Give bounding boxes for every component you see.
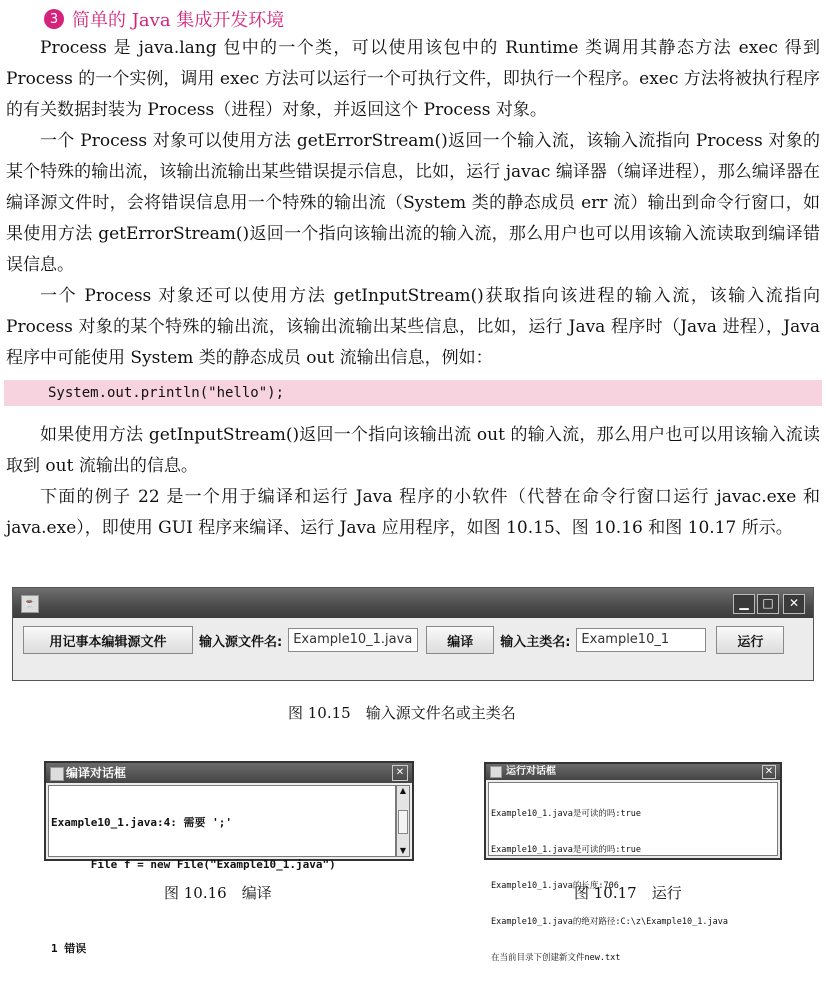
dialog-titlebar bbox=[46, 763, 412, 783]
output-line: File f = new File("Example10_1.java") bbox=[51, 858, 336, 871]
minimize-button[interactable]: ▁ bbox=[733, 594, 755, 614]
output-line: 1 错误 bbox=[51, 942, 87, 955]
window-toolbar bbox=[23, 624, 803, 656]
figure-caption: 图 10.15 输入源文件名或主类名 bbox=[288, 704, 516, 722]
source-file-input[interactable]: Example10_1.java bbox=[288, 628, 418, 652]
paragraph: 一个 Process 对象可以使用方法 getErrorStream()返回一个输入流，该输入流指向 Process 对象的某个特殊的输出流，该输出流输出某些错误提示信息，比如，运行 javac 编译器（编译进程），那么编译器在编译源文件时，会将错误信息用一个特殊的输出流（System 类的静态成员 err 流）输出到命令行窗口，如果使用方法 getErrorStream()返回一个指向该输出流的输入流，那么用户也可以用该输入流读取到编译错误信息。 bbox=[6, 131, 820, 275]
section-title: 简单的 Java 集成开发环境 bbox=[72, 10, 285, 31]
paragraph: 下面的例子 22 是一个用于编译和运行 Java 程序的小软件（代替在命令行窗口运行 javac.exe 和 java.exe），即使用 GUI 程序来编译、运行 Java 应用程序，如图 10.15、图 10.16 和图 10.17 所示。 bbox=[6, 487, 820, 538]
compile-button[interactable]: 编译 bbox=[426, 626, 494, 654]
compiler-window bbox=[12, 587, 814, 681]
output-line: Example10_1.java的长度:706 bbox=[491, 881, 619, 891]
output-line: Example10_1.java:4: 需要 ';' bbox=[51, 816, 232, 829]
paragraph: Process 是 java.lang 包中的一个类，可以使用该包中的 Runtime 类调用其静态方法 exec 得到 Process 的一个实例，调用 exec 方法可以运行一个可执行文件，即执行一个程序。exec 方法将被执行程序的有关数据封装为 Process（进程）对象，并返回这个 Process 对象。 bbox=[6, 38, 820, 120]
figure-caption: 图 10.17 运行 bbox=[574, 884, 682, 902]
close-button[interactable]: ✕ bbox=[783, 594, 805, 614]
close-button[interactable]: ✕ bbox=[392, 765, 408, 781]
paragraph: 一个 Process 对象还可以使用方法 getInputStream()获取指向该进程的输入流，该输入流指向 Process 对象的某个特殊的输出流，该输出流输出某些信息，比如，运行 Java 程序时（Java 进程），Java 程序中可能使用 System 类的静态成员 out 流输出信息，例如： bbox=[6, 286, 820, 368]
output-line: Example10_1.java是可读的吗:true bbox=[491, 809, 641, 819]
output-line: Example10_1.java是可读的吗:true bbox=[491, 845, 641, 855]
close-button[interactable]: ✕ bbox=[762, 765, 776, 779]
scroll-up-icon[interactable]: ▲ bbox=[399, 786, 407, 795]
maximize-button[interactable]: □ bbox=[757, 594, 779, 614]
code-snippet bbox=[4, 380, 822, 406]
main-class-label: 输入主类名: bbox=[500, 634, 571, 650]
vertical-scrollbar[interactable] bbox=[396, 785, 410, 857]
main-class-input[interactable]: Example10_1 bbox=[576, 628, 706, 652]
run-button[interactable]: 运行 bbox=[716, 626, 784, 654]
dialog-titlebar bbox=[486, 764, 780, 780]
edit-source-button[interactable]: 用记事本编辑源文件 bbox=[23, 626, 193, 654]
java-cup-icon: ☕ bbox=[21, 595, 39, 613]
scroll-down-icon[interactable]: ▼ bbox=[399, 846, 407, 855]
output-line: Example10_1.java的绝对路径:C:\z\Example10_1.java bbox=[491, 917, 728, 927]
section-heading bbox=[44, 6, 284, 32]
source-file-label: 输入源文件名: bbox=[199, 634, 283, 650]
body-text-block-1 bbox=[6, 33, 820, 374]
dialog-title: 运行对话框 bbox=[506, 766, 556, 777]
figure-caption: 图 10.16 编译 bbox=[164, 884, 272, 902]
window-titlebar bbox=[13, 588, 813, 618]
section-number-badge: 3 bbox=[44, 9, 64, 29]
scroll-thumb[interactable] bbox=[398, 810, 408, 834]
output-line: 在当前目录下创建新文件new.txt bbox=[491, 953, 621, 963]
java-cup-icon bbox=[50, 767, 64, 781]
code-line: System.out.println("hello"); bbox=[48, 385, 285, 401]
body-text-block-2 bbox=[6, 420, 820, 544]
dialog-title: 编译对话框 bbox=[66, 766, 127, 780]
java-cup-icon bbox=[490, 766, 502, 778]
paragraph: 如果使用方法 getInputStream()返回一个指向该输出流 out 的输入流，那么用户也可以用该输入流读取到 out 流输出的信息。 bbox=[6, 425, 820, 476]
